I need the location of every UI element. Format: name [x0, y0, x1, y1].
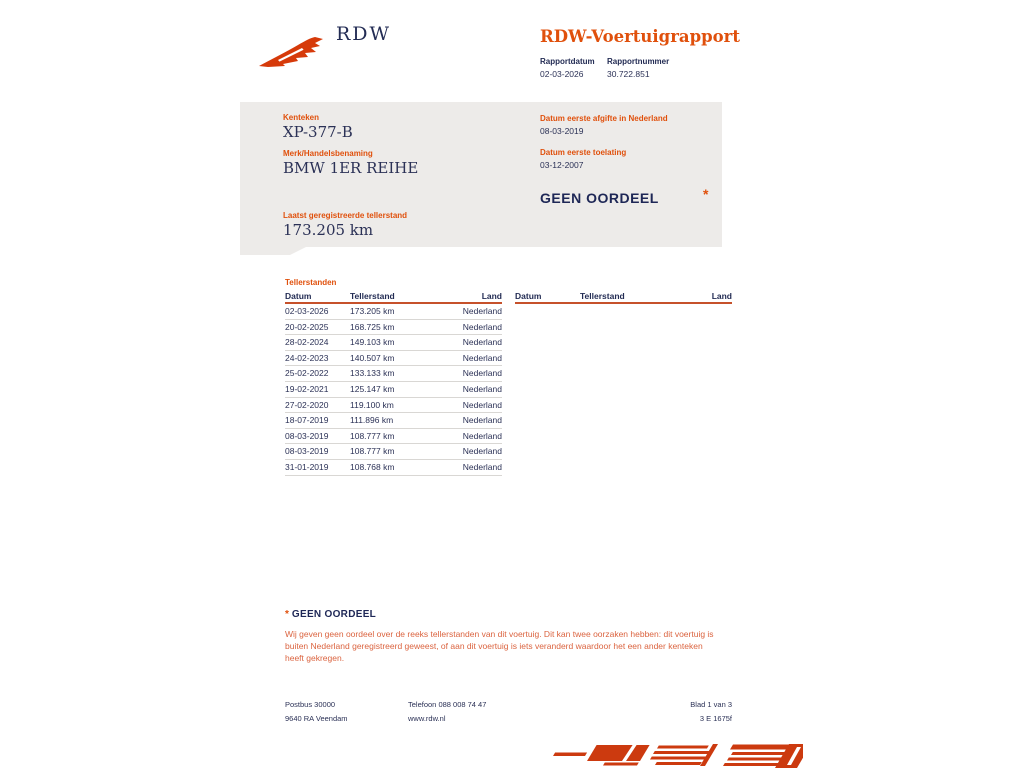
- verdict-asterisk: *: [703, 186, 709, 202]
- tellerstand-value: 173.205 km: [283, 221, 374, 239]
- table-row: [285, 304, 502, 320]
- row-datum: 20-02-2025: [285, 321, 329, 332]
- footer-address: [285, 698, 348, 726]
- row-land: Nederland: [462, 352, 502, 363]
- row-datum: 08-03-2019: [285, 446, 329, 457]
- kenteken-value: XP-377-B: [283, 123, 353, 141]
- rdw-bird-logo-icon: [258, 32, 332, 68]
- header-tellerstand: Tellerstand: [580, 291, 625, 301]
- footnote-title: GEEN OORDEEL: [291, 609, 377, 620]
- row-datum: 19-02-2021: [285, 383, 329, 394]
- row-land: Nederland: [462, 415, 502, 426]
- row-tellerstand: 168.725 km: [350, 321, 395, 332]
- table-row: [285, 460, 502, 476]
- footer-phone: Telefoon 088 008 74 47: [408, 700, 487, 709]
- row-land: Nederland: [462, 337, 502, 348]
- table-row: [285, 429, 502, 445]
- header-land: Land: [711, 291, 732, 301]
- tellerstanden-rows: [285, 304, 502, 476]
- row-tellerstand: 149.103 km: [350, 337, 395, 348]
- header-datum: Datum: [285, 291, 312, 301]
- report-number-value: 30.722.851: [607, 69, 650, 79]
- kenteken-label: Kenteken: [283, 113, 320, 122]
- footer-address-line2: 9640 RA Veendam: [285, 714, 348, 723]
- footnote-asterisk: *: [285, 609, 289, 620]
- table-row: [285, 382, 502, 398]
- tellerstand-label: Laatst geregistreerde tellerstand: [283, 211, 408, 220]
- row-datum: 27-02-2020: [285, 399, 329, 410]
- row-land: Nederland: [462, 306, 502, 316]
- row-datum: 28-02-2024: [285, 337, 329, 348]
- tellerstanden-table-left: [285, 290, 502, 476]
- toelating-label: Datum eerste toelating: [540, 148, 627, 157]
- tellerstanden-table-right: [515, 290, 732, 304]
- report-number-label: Rapportnummer: [607, 57, 670, 66]
- header-datum: Datum: [515, 291, 542, 301]
- row-land: Nederland: [462, 430, 502, 441]
- verdict-text: GEEN OORDEEL: [540, 190, 659, 206]
- row-land: Nederland: [462, 461, 502, 472]
- table-row: [285, 320, 502, 336]
- row-tellerstand: 173.205 km: [350, 306, 395, 316]
- header-land: Land: [481, 291, 502, 301]
- merk-label: Merk/Handelsbenaming: [283, 149, 373, 158]
- document-title: RDW-Voertuigrapport: [540, 27, 740, 46]
- row-tellerstand: 108.777 km: [350, 446, 395, 457]
- footnote: [285, 604, 715, 664]
- footer-graphic: [545, 741, 803, 768]
- report-date-label: Rapportdatum: [540, 57, 595, 66]
- row-datum: 31-01-2019: [285, 461, 329, 472]
- table-row: [285, 444, 502, 460]
- row-tellerstand: 111.896 km: [350, 415, 394, 426]
- footnote-text: Wij geven geen oordeel over de reeks tellerstanden van dit voertuig. Dit kan twee oorzaken hebben: dit voertuig is buiten Nederland geregistreerd geweest, of aan dit voertuig is iets veranderd waardoor het een ander kenteken heeft gekregen.: [285, 629, 714, 663]
- row-datum: 08-03-2019: [285, 430, 329, 441]
- table-row: [285, 413, 502, 429]
- footer-contact: [408, 698, 486, 726]
- footer-page-info: [632, 698, 732, 726]
- row-datum: 02-03-2026: [285, 306, 329, 316]
- row-tellerstand: 119.100 km: [350, 399, 394, 410]
- table-row: [285, 335, 502, 351]
- merk-value: BMW 1ER REIHE: [283, 159, 419, 177]
- footer-form-code: 3 E 1675f: [699, 714, 732, 723]
- row-land: Nederland: [462, 321, 502, 332]
- table-header-row: [515, 290, 732, 304]
- row-datum: 25-02-2022: [285, 368, 329, 379]
- row-land: Nederland: [462, 446, 502, 457]
- row-tellerstand: 125.147 km: [350, 383, 395, 394]
- tellerstanden-section-label: Tellerstanden: [285, 278, 337, 287]
- footer-address-line1: Postbus 30000: [285, 700, 336, 709]
- rdw-wordmark: RDW: [336, 23, 392, 45]
- wing-stripes-icon: [545, 741, 803, 768]
- row-tellerstand: 108.777 km: [350, 430, 395, 441]
- row-datum: 18-07-2019: [285, 415, 329, 426]
- row-land: Nederland: [462, 368, 502, 379]
- header-tellerstand: Tellerstand: [350, 291, 395, 301]
- footer-page-number: Blad 1 van 3: [690, 700, 732, 709]
- row-land: Nederland: [462, 399, 502, 410]
- footer-website: www.rdw.nl: [408, 714, 446, 723]
- table-row: [285, 398, 502, 414]
- afgifte-value: 08-03-2019: [540, 126, 584, 136]
- table-row: [285, 351, 502, 367]
- footnote-title-line: [285, 604, 715, 622]
- table-header-row: [285, 290, 502, 304]
- row-tellerstand: 108.768 km: [350, 461, 395, 472]
- row-tellerstand: 140.507 km: [350, 352, 395, 363]
- report-date-value: 02-03-2026: [540, 69, 584, 79]
- afgifte-label: Datum eerste afgifte in Nederland: [540, 114, 668, 123]
- table-row: [285, 366, 502, 382]
- row-datum: 24-02-2023: [285, 352, 329, 363]
- toelating-value: 03-12-2007: [540, 160, 584, 170]
- row-tellerstand: 133.133 km: [350, 368, 395, 379]
- row-land: Nederland: [462, 383, 502, 394]
